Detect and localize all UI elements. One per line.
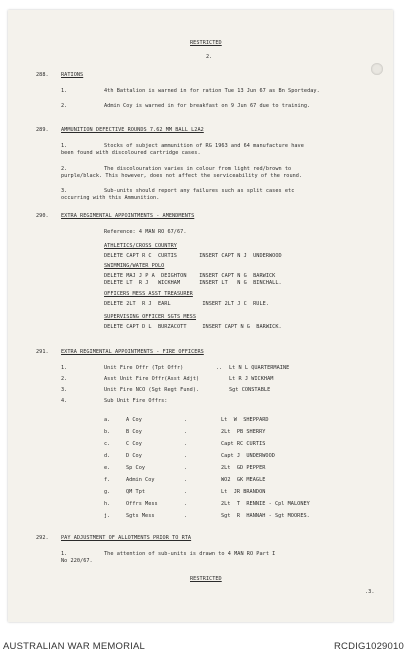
sub-key: h. (104, 501, 111, 507)
item-number: 4. (61, 398, 68, 404)
section-title: EXTRA REGIMENTAL APPOINTMENTS - FIRE OFFICERS (61, 349, 204, 355)
item-number: 2. (61, 103, 68, 109)
sub-unit: C Coy (126, 441, 142, 447)
archive-reference: RCDIG1029010 (334, 641, 404, 652)
classification-footer: RESTRICTED (190, 576, 222, 582)
section-number: 289. (36, 127, 49, 133)
sub-dot: . (184, 429, 188, 435)
fire-officer: Sgt CONSTABLE (229, 387, 271, 393)
amendment-row: DELETE MAJ J P A DEIGHTON INSERT CAPT N G BARWICK (104, 273, 276, 279)
sub-unit: Admin Coy (126, 477, 155, 483)
sub-officer: Lt W SHEPPARD (221, 417, 269, 423)
item-text: 4th Battalion is warned in for ration Tue 13 Jun 67 as Bn Sporteday. (104, 88, 320, 94)
section-number: 292. (36, 535, 49, 541)
sub-unit: B Coy (126, 429, 142, 435)
item-number: 1. (61, 365, 68, 371)
sub-officer: Capt RC CURTIS (221, 441, 266, 447)
item-number: 1. (61, 551, 68, 557)
sub-officer: 2Lt PB SHERRY (221, 429, 266, 435)
item-text: Admin Coy is warned in for breakfast on 9 Jun 67 due to training. (104, 103, 311, 109)
group-heading: OFFICERS MESS ASST TREASURER (104, 291, 193, 297)
sub-officer: Sgt R HANNAH - Sgt MOORES. (221, 513, 310, 519)
sub-dot: . (184, 465, 188, 471)
sub-dot: . (184, 477, 188, 483)
fire-officer: Lt R J WICKHAM (229, 376, 274, 382)
item-number: 2. (61, 166, 68, 172)
item-number: 3. (61, 188, 68, 194)
classification-header: RESTRICTED (190, 40, 222, 46)
sub-officer: Capt J UNDERWOOD (221, 453, 275, 459)
sub-officer: WO2 GK MEAGLE (221, 477, 266, 483)
group-heading: ATHLETICS/CROSS COUNTRY (104, 243, 177, 249)
sub-key: e. (104, 465, 111, 471)
page-number: 2. (206, 54, 213, 60)
amendment-row: DELETE CAPT R C CURTIS INSERT CAPT N J UNDERWOOD (104, 253, 282, 259)
sub-dot: . (184, 501, 188, 507)
group-heading: SWIMMING/WATER POLO (104, 263, 165, 269)
reference: Reference: 4 MAN RO 67/67. (104, 229, 187, 235)
fire-role: Asst Unit Fire Offr(Asst Adjt) (104, 376, 200, 382)
next-page-marker: .3. (365, 589, 375, 595)
item-text: The attention of sub-units is drawn to 4 MAN RO Part I (104, 551, 276, 557)
section-number: 290. (36, 213, 49, 219)
sub-dot: . (184, 513, 188, 519)
section-title: EXTRA REGIMENTAL APPOINTMENTS - AMENDMENTS (61, 213, 195, 219)
archive-footer (0, 630, 407, 654)
sub-key: d. (104, 453, 111, 459)
document-page (8, 10, 393, 622)
sub-unit: A Coy (126, 417, 142, 423)
section-title: RATIONS (61, 72, 84, 78)
separator: .. (216, 365, 223, 371)
sub-unit: Sp Coy (126, 465, 146, 471)
amendment-row: DELETE LT R J WICKHAM INSERT LT N G BINCHALL. (104, 280, 282, 286)
section-number: 291. (36, 349, 49, 355)
section-number: 288. (36, 72, 49, 78)
fire-role: Sub Unit Fire Offrs: (104, 398, 168, 404)
sub-unit: QM Tpt (126, 489, 146, 495)
item-number: 1. (61, 88, 68, 94)
sub-key: c. (104, 441, 111, 447)
item-number: 3. (61, 387, 68, 393)
item-text: been found with discoloured cartridge cases. (61, 150, 201, 156)
sub-dot: . (184, 453, 188, 459)
item-number: 1. (61, 143, 68, 149)
section-title: PAY ADJUSTMENT OF ALLOTMENTS PRIOR TO RTA (61, 535, 192, 541)
sub-dot: . (184, 489, 188, 495)
item-text: Sub-units should report any failures such as split cases etc (104, 188, 295, 194)
item-number: 2. (61, 376, 68, 382)
fire-officer: Lt N L QUARTERMAINE (229, 365, 290, 371)
sub-officer: 2Lt T RENNIE - Cpl MALONEY (221, 501, 310, 507)
sub-unit: Offrs Mess (126, 501, 158, 507)
sub-key: j. (104, 513, 111, 519)
fire-role: Unit Fire NCO (Sgt Regt Fund). (104, 387, 200, 393)
sub-key: f. (104, 477, 111, 483)
section-title: AMMUNITION DEFECTIVE ROUNDS 7.62 MM BALL L2A2 (61, 127, 204, 133)
group-heading: SUPERVISING OFFICER SGTS MESS (104, 314, 197, 320)
archive-name: AUSTRALIAN WAR MEMORIAL (3, 641, 146, 652)
amendment-row: DELETE 2LT R J EARL INSERT 2LT J C RULE. (104, 301, 270, 307)
sub-dot: . (184, 417, 188, 423)
item-text: Stocks of subject ammunition of RG 1963 and 64 manufacture have (104, 143, 304, 149)
punch-hole (371, 63, 383, 75)
item-text: occurring with this Ammunition. (61, 195, 160, 201)
item-text: purple/black. This however, does not affect the serviceability of the round. (61, 173, 303, 179)
sub-dot: . (184, 441, 188, 447)
item-text: The discolouration varies in colour from light red/brown to (104, 166, 292, 172)
item-text: No 220/67. (61, 558, 93, 564)
fire-role: Unit Fire Offr (Tpt Offr) (104, 365, 184, 371)
sub-officer: 2Lt GD PEPPER (221, 465, 266, 471)
sub-key: b. (104, 429, 111, 435)
sub-key: g. (104, 489, 111, 495)
amendment-row: DELETE CAPT D L BURZACOTT INSERT CAPT N G BARWICK. (104, 324, 282, 330)
sub-officer: Lt JR BRANDON (221, 489, 266, 495)
sub-key: a. (104, 417, 111, 423)
sub-unit: Sgts Mess (126, 513, 155, 519)
sub-unit: D Coy (126, 453, 142, 459)
